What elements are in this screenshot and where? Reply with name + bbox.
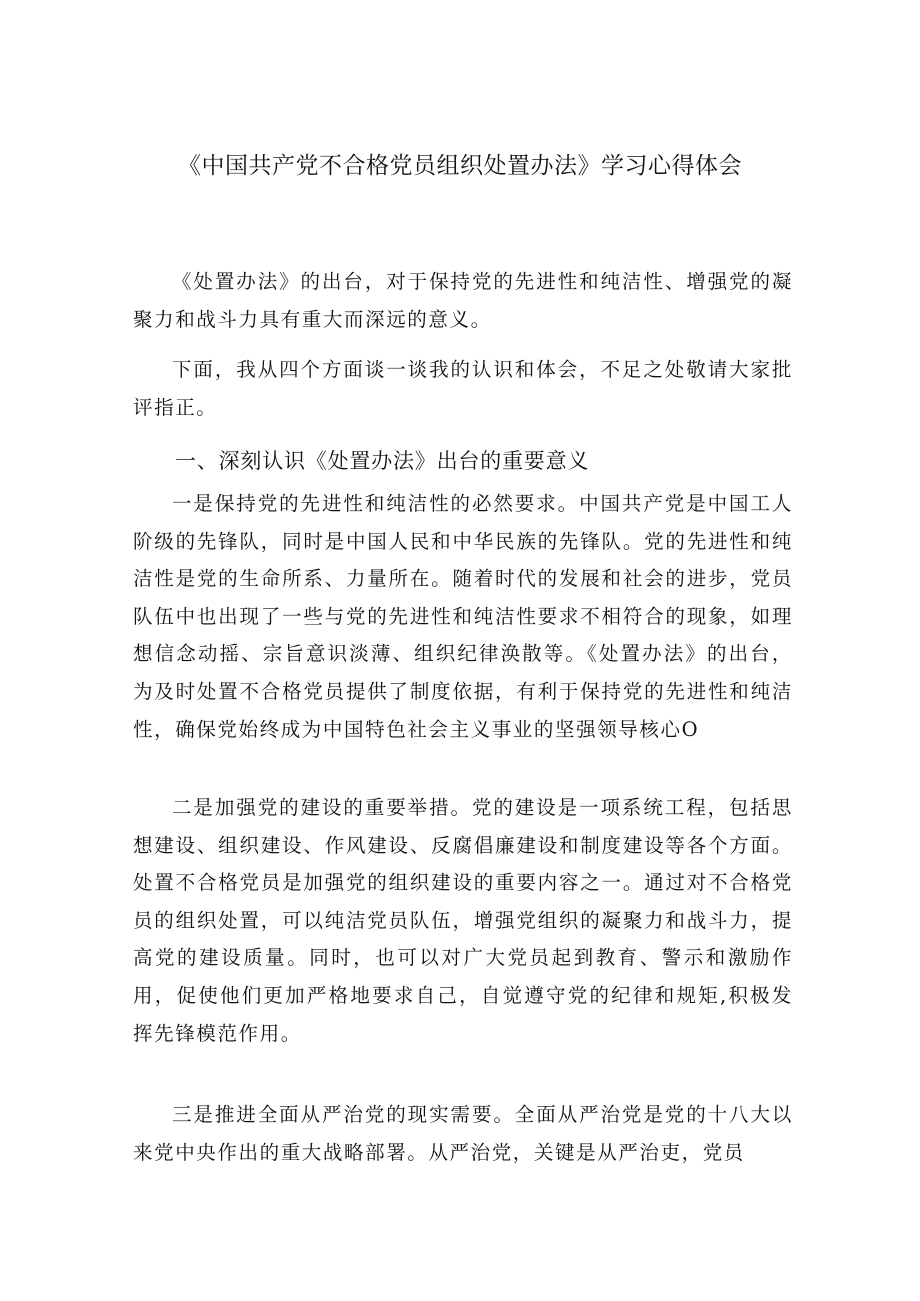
body-paragraph: 二是加强党的建设的重要举措。党的建设是一项系统工程，包括思想建设、组织建设、作风建设、反腐倡廉建设和制度建设等各个方面。处置不合格党员是加强党的组织建设的重要内容之一。通过对不合格党员的组织处置，可以纯洁党员队伍，增强党组织的凝聚力和战斗力，提高党的建设质量。同时，也可以对广大党员起到教育、警示和激励作用，促使他们更加严格地要求自己，自觉遵守党的纪律和规矩,积极发挥先锋模范作用。 bbox=[133, 796, 793, 1045]
section-heading: 一、深刻认识《处置办法》出台的重要意义 bbox=[175, 449, 590, 473]
intro-paragraph: 《处置办法》的出台，对于保持党的先进性和纯洁性、增强党的凝聚力和战斗力具有重大而深远的意义。 bbox=[133, 270, 793, 331]
document-title: 《中国共产党不合格党员组织处置办法》学习心得体会 bbox=[178, 153, 742, 179]
intro-paragraph: 下面，我从四个方面谈一谈我的认识和体会，不足之处敬请大家批评指正。 bbox=[133, 358, 793, 419]
body-paragraph: 一是保持党的先进性和纯洁性的必然要求。中国共产党是中国工人阶级的先锋队，同时是中国人民和中华民族的先锋队。党的先进性和纯洁性是党的生命所系、力量所在。随着时代的发展和社会的进步，党员队伍中也出现了一些与党的先进性和纯洁性要求不相符合的现象，如理想信念动摇、宗旨意识淡薄、组织纪律涣散等。《处置办法》的出台，为及时处置不合格党员提供了制度依据，有利于保持党的先进性和纯洁性，确保党始终成为中国特色社会主义事业的坚强领导核心O bbox=[133, 492, 793, 741]
body-paragraph: 三是推进全面从严治党的现实需要。全面从严治党是党的十八大以来党中央作出的重大战略部署。从严治党，关键是从严治吏，党员 bbox=[133, 1103, 793, 1164]
